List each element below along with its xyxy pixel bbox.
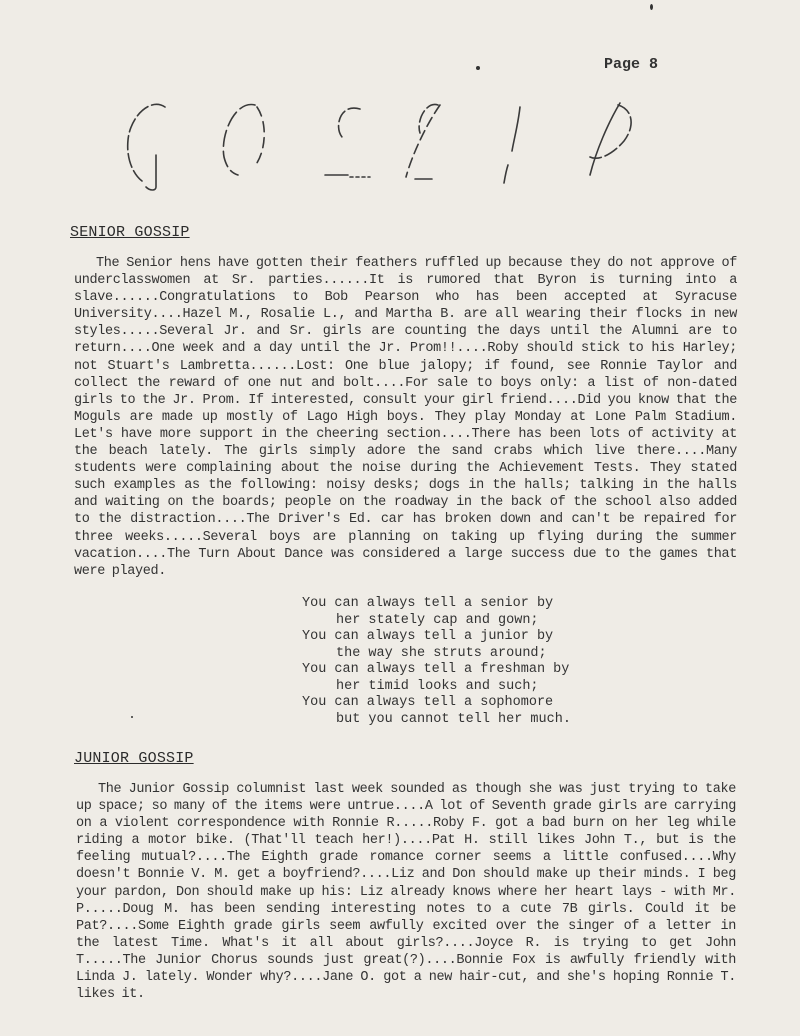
junior-gossip-body: The Junior Gossip columnist last week sounded as though she was just trying to take up space; so many of the items were untrue....A lot of Seventh grade girls are carrying on a violent correspondence with Ronnie R.....Roby F. got a bad burn on her leg while riding a motor bike. (That'll teach her!)....Pat H. still likes John T., but is the feeling mutual?....The Eighth grade romance corner seems a little confused....Why doesn't Bonnie V. M. get a boyfriend?....Liz and Don should make up their minds. I beg your pardon, Don should make up his: Liz already knows where her heart lays - with Mr. P.....Doug M. has been sending interesting notes to a cute 7B girls. Could it be Pat?....Some Eighth grade girls seem awfully excited over the singer of a letter in the latest Time. What's it all about girls?....Joyce R. is trying to get John T.....The Junior Chorus sounds just great(?)....Bonnie Fox is awfully friendly with Linda J. lately. Wonder why?....Jane O. got a new hair-cut, and she's hoping Ronnie T. likes it.: [76, 782, 736, 1003]
paper-speck: [476, 66, 480, 70]
masthead-lettering: [120, 95, 660, 200]
poem-line: You can always tell a freshman by: [302, 662, 570, 677]
masthead-title: [120, 95, 660, 200]
poem-line: her stately cap and gown;: [336, 612, 539, 628]
poem-line: You can always tell a sophomore: [302, 695, 554, 710]
junior-gossip-heading: JUNIOR GOSSIP: [74, 750, 194, 767]
poem-line: her timid looks and such;: [336, 678, 539, 694]
poem-line: You can always tell a junior by: [302, 629, 554, 644]
senior-gossip-heading: SENIOR GOSSIP: [70, 224, 190, 241]
senior-gossip-body: The Senior hens have gotten their feathers ruffled up because they do not approve of underclasswomen at Sr. parties......It is rumored that Byron is turning into a slave......Congratulations to Bob Pearson who has been accepted at Syracuse University....Hazel M., Rosalie L., and Martha B. are all wearing their flocks in new styles.....Several Jr. and Sr. girls are counting the days until the Alumni are to return....One week and a day until the Jr. Prom!!....Roby should stick to his Harley; not Stuart's Lambretta......Lost: One blue jalopy; if found, see Ronnie Taylor and collect the reward of one nut and bolt....For sale to boys only: a list of non-dated girls to the Jr. Prom. If interested, consult your girl friend....Did you know that the Moguls are made up mostly of Lago High boys. They play Monday at Lone Palm Stadium. Let's have more support in the cheering section....There has been lots of activity at the beach lately. The girls simply adore the sand crabs which live there....Many students were complaining about the noise during the Achievement Tests. They stated such examples as the following: noisy desks; dogs in the halls; talking in the halls and waiting on the boards; people on the roadway in the back of the school also added to the distraction....The Driver's Ed. car has broken down and can't be repaired for three weeks.....Several boys are planning on taking up flying during the summer vacation....The Turn About Dance was considered a large success due to the games that were played.: [74, 256, 737, 579]
senior-poem: [302, 596, 571, 728]
poem-line: You can always tell a senior by: [302, 596, 554, 611]
page-number: Page 8: [604, 56, 659, 73]
poem-line: but you cannot tell her much.: [336, 711, 571, 727]
paper-speck: [131, 716, 133, 718]
poem-line: the way she struts around;: [336, 645, 547, 661]
paper-speck: [650, 4, 653, 10]
